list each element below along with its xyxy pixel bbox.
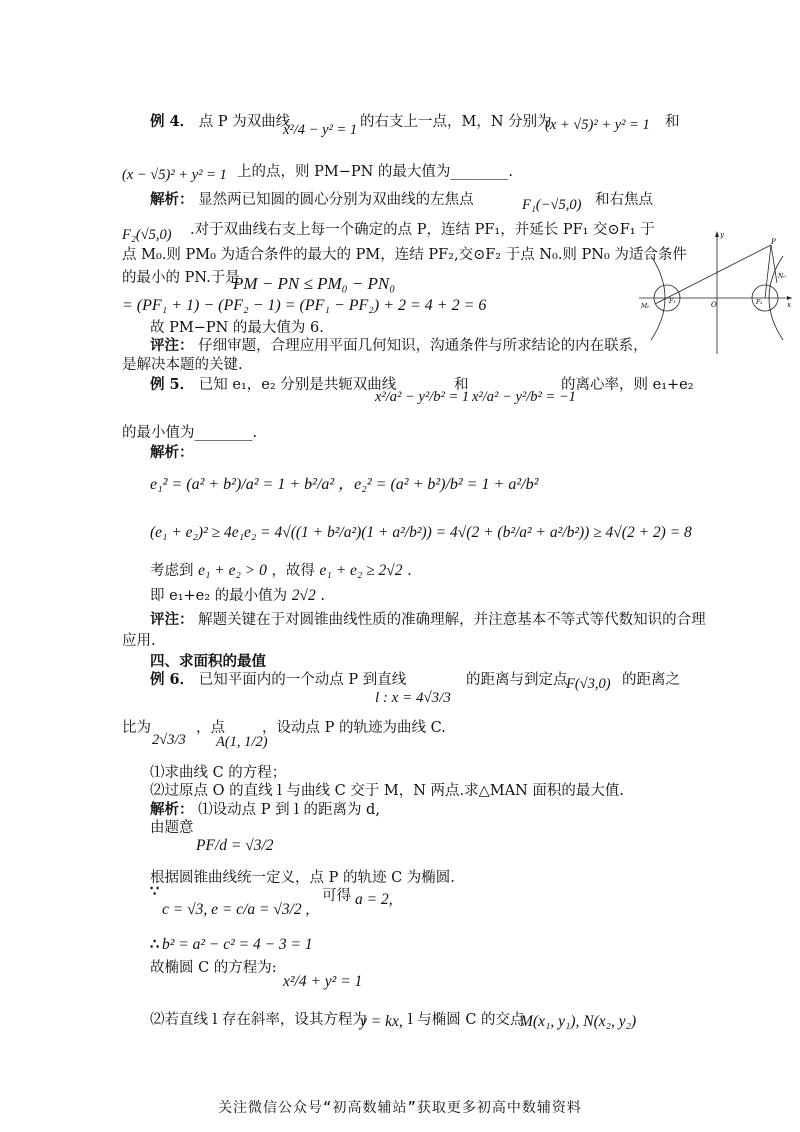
solution-text: 显然两已知圆的圆心分别为双曲线的左焦点 bbox=[198, 192, 474, 208]
inline-math: e₁ + e₂ ≥ 2√2 bbox=[319, 562, 403, 579]
ex6-text: ，设动点 P 的轨迹为曲线 C. bbox=[262, 720, 446, 736]
ex4-hyperbola-eq: x²/4 − y² = 1 bbox=[283, 122, 358, 138]
segment-pf2 bbox=[765, 245, 771, 298]
ex6-ellipse-eq: x²/4 + y² = 1 bbox=[283, 973, 363, 990]
ex5-text: 和 bbox=[454, 377, 469, 393]
ex4-question: 上的点，则 PM−PN 的最大值为________. bbox=[237, 164, 514, 180]
solution-text: l 与椭圆 C 的交点 bbox=[408, 1012, 525, 1028]
solution-text: 根据圆锥曲线统一定义，点 P 的轨迹 C 为椭圆. bbox=[150, 870, 455, 886]
y-axis-arrow-icon bbox=[715, 231, 719, 237]
ex5-eq-b: x²/a² − y²/b² = −1 bbox=[472, 389, 576, 405]
ex4-circle1-eq: (x + √5)² + y² = 1 bbox=[545, 117, 650, 133]
ex6-b-eq: b² = a² − c² = 4 − 3 = 1 bbox=[162, 936, 313, 953]
segment-pm0 bbox=[655, 245, 771, 304]
ex5-equation-1: e₁² = (a² + b²)/a² = 1 + b²/a² ，e₂² = (a² + b²)/b² = 1 + a²/b² bbox=[150, 476, 539, 493]
ex4-text: 的右支上一点，M，N 分别为 bbox=[360, 114, 552, 130]
ex4-line-1 bbox=[150, 112, 290, 132]
ex6-ratio-eq: PF/d = √3/2 bbox=[196, 837, 274, 854]
label-f2: F₂ bbox=[756, 299, 763, 306]
label-m0: M₀ bbox=[641, 303, 650, 310]
ex4-title: 例 4． bbox=[150, 113, 195, 130]
solution-text: . bbox=[407, 563, 412, 579]
ex6-a-eq: a = 2, bbox=[355, 891, 393, 908]
ex4-equation-1: PM − PN ≤ PM₀ − PN₀ bbox=[233, 274, 396, 293]
ex6-ratio: 2√3/3 bbox=[152, 732, 186, 748]
ex6-question-1: ⑴求曲线 C 的方程； bbox=[150, 765, 287, 781]
ex6-points-mn: M(x₁, y₁), N(x₂, y₂) bbox=[520, 1013, 637, 1030]
ex6-line-1 bbox=[150, 670, 406, 690]
solution-text: 由题意 bbox=[150, 820, 194, 836]
ex6-text: 已知平面内的一个动点 P 到直线 bbox=[198, 672, 407, 688]
solution-text: 点 M₀.则 PM₀ 为适合条件的最大的 PM，连结 PF₂,交⊙F₂ 于点 N₀.则 PN₀ 为适合条件 bbox=[122, 247, 687, 263]
solution-text: 故 PM−PN 的最大值为 6. bbox=[150, 320, 324, 336]
solution-text: 即 e₁+e₂ 的最小值为 bbox=[150, 588, 288, 604]
solution-text: 和右焦点 bbox=[595, 192, 653, 208]
hyperbola-figure bbox=[637, 228, 797, 356]
ex6-text: ，点 bbox=[196, 720, 225, 736]
label-n0: N₀ bbox=[778, 273, 786, 280]
ex6-text: 比为 bbox=[122, 720, 151, 736]
ex5-text: 的离心率，则 e₁+e₂ bbox=[561, 377, 694, 393]
solution-text: ⑴设动点 P 到 l 的距离为 d, bbox=[198, 802, 380, 818]
ex6-line-eq: l : x = 4√3/3 bbox=[375, 690, 451, 706]
review-label: 评注： bbox=[150, 337, 194, 354]
ex5-eq-a: x²/a² − y²/b² = 1 bbox=[375, 389, 470, 405]
ex6-text: 的距离之 bbox=[622, 672, 680, 688]
solution-label: 解析： bbox=[150, 801, 194, 818]
ex4-equation-2: = (PF₁ + 1) − (PF₂ − 1) = (PF₁ − PF₂) + 2 = 4 + 2 = 6 bbox=[122, 297, 487, 314]
ex5-title: 例 5． bbox=[150, 376, 195, 393]
label-x: x bbox=[787, 301, 791, 309]
ex5-equation-2: (e₁ + e₂)² ≥ 4e₁e₂ = 4√((1 + b²/a²)(1 + a²/b²)) = 4√(2 + (b²/a² + a²/b²)) ≥ 4√(2 + 2) = 8 bbox=[150, 524, 692, 541]
x-axis-arrow-icon bbox=[787, 296, 792, 300]
ex6-point-f: F(√3,0) bbox=[566, 676, 611, 692]
ex4-focus-f2: F₂(√5,0) bbox=[122, 227, 172, 243]
ex5-question: 的最小值为________. bbox=[122, 425, 258, 441]
inline-math: 2√2 bbox=[291, 587, 316, 604]
ex5-line-1 bbox=[150, 375, 396, 395]
ex4-text: 和 bbox=[665, 114, 680, 130]
solution-text: ，故得 bbox=[271, 563, 315, 579]
ex4-text: 点 P 为双曲线 bbox=[198, 114, 291, 130]
label-p: P bbox=[771, 238, 776, 246]
solution-label: 解析： bbox=[150, 191, 194, 208]
label-f1: F₁ bbox=[669, 298, 676, 305]
inline-math: e₁ + e₂ > 0 bbox=[198, 562, 267, 579]
solution-text: .对于双曲线右支上每一个确定的点 P，连结 PF₁，并延长 PF₁ 交⊙F₁ 于 bbox=[190, 222, 655, 238]
ex4-focus-f1: F₁(−√5,0) bbox=[522, 197, 582, 213]
ex4-review-line bbox=[150, 336, 648, 356]
review-text: 是解决本题的关键. bbox=[122, 357, 243, 373]
segment-pn0 bbox=[771, 245, 777, 283]
ex6-point-a: A(1, 1/2) bbox=[216, 734, 268, 750]
ex6-c-eq: c = √3, e = c/a = √3/2 , bbox=[162, 901, 310, 918]
solution-text: ⑵若直线 l 存在斜率，设其方程为 bbox=[150, 1012, 367, 1028]
review-label: 评注： bbox=[150, 611, 194, 628]
ex5-conclusion-2 bbox=[150, 586, 325, 606]
ex6-question-2: ⑵过原点 O 的直线 l 与曲线 C 交于 M，N 两点.求△MAN 面积的最大值. bbox=[150, 783, 625, 799]
section-heading: 四、求面积的最值 bbox=[150, 653, 266, 670]
ex6-text: 的距离与到定点 bbox=[466, 672, 568, 688]
ex5-review-line bbox=[150, 610, 706, 630]
solution-text: 的最小的 PN.于是 bbox=[122, 270, 240, 286]
ex4-solution-line bbox=[150, 190, 474, 210]
review-text: 应用. bbox=[122, 633, 156, 649]
ex4-circle2-eq: (x − √5)² + y² = 1 bbox=[122, 167, 227, 183]
solution-text: 可得 bbox=[322, 888, 351, 904]
ex6-solution-line bbox=[150, 800, 380, 820]
because-symbol: ∵ bbox=[150, 883, 160, 900]
label-o: O bbox=[711, 301, 717, 309]
therefore-symbol: ∴ bbox=[150, 936, 160, 953]
review-text: 解题关键在于对圆锥曲线性质的准确理解，并注意基本不等式等代数知识的合理 bbox=[198, 612, 706, 628]
label-y: y bbox=[720, 231, 724, 239]
ex6-title: 例 6． bbox=[150, 671, 195, 688]
ex5-conclusion-1 bbox=[150, 561, 412, 581]
ex6-line-kx: y = kx, bbox=[360, 1013, 403, 1030]
solution-label: 解析： bbox=[150, 444, 194, 461]
solution-text: 故椭圆 C 的方程为: bbox=[150, 960, 277, 976]
solution-text: 考虑到 bbox=[150, 563, 194, 579]
footer-note: 关注微信公众号“初高数辅站”获取更多初高中数辅资料 bbox=[218, 1100, 582, 1116]
review-text: 仔细审题，合理应用平面几何知识，沟通条件与所求结论的内在联系， bbox=[198, 338, 648, 354]
solution-text: . bbox=[320, 588, 325, 604]
ex5-text: 已知 e₁，e₂ 分别是共轭双曲线 bbox=[198, 377, 397, 393]
